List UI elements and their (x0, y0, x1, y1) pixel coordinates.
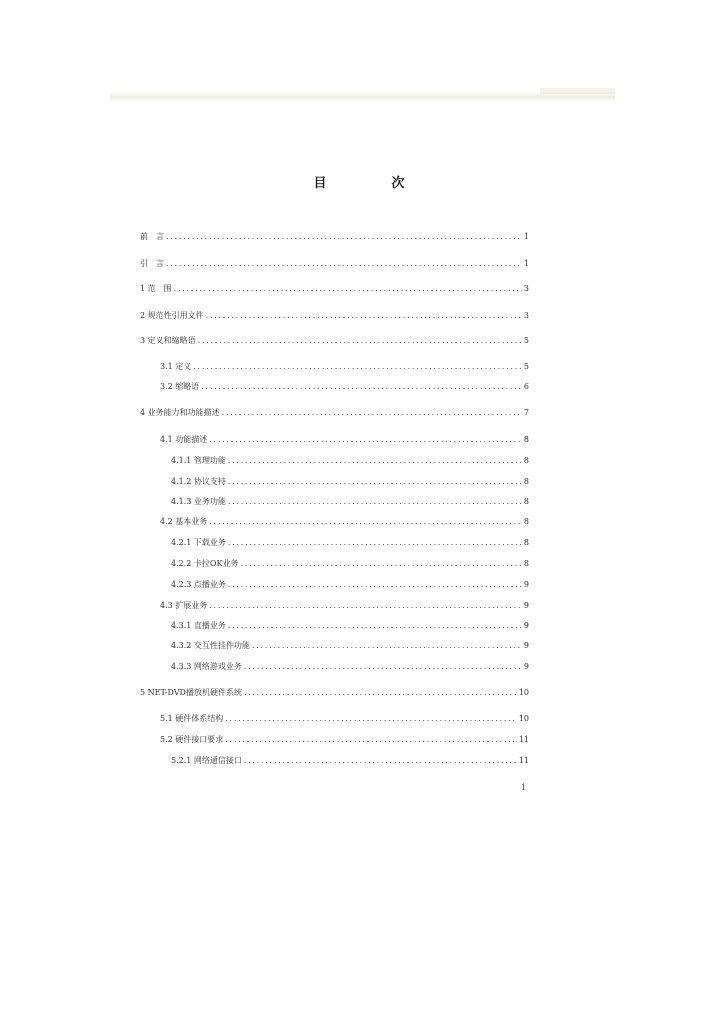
toc-entry-label: 3 定义和缩略语 (140, 336, 196, 345)
toc-entry (160, 362, 529, 372)
toc-leader-dots (225, 735, 517, 745)
toc-entry (171, 756, 529, 766)
toc-entry-page: 8 (523, 538, 529, 547)
toc-entry (160, 601, 529, 611)
toc-entry-page: 11 (518, 756, 529, 765)
toc-leader-dots (228, 580, 522, 590)
toc-entry-label: 4.3 扩展业务 (160, 601, 208, 610)
toc-entry (140, 336, 529, 346)
toc-leader-dots (201, 382, 522, 392)
toc-entry (140, 408, 529, 418)
toc-entry (140, 284, 529, 294)
toc-entry (171, 662, 529, 672)
toc-leader-dots (228, 477, 522, 487)
page-title: 目 次 (313, 176, 431, 191)
toc-leader-dots (228, 538, 522, 548)
toc-entry-page: 11 (518, 735, 529, 744)
toc-entry-page: 1 (523, 259, 529, 268)
toc-entry-page: 8 (523, 435, 529, 444)
toc-entry-page: 7 (523, 408, 529, 417)
toc-entry-page: 10 (518, 688, 529, 697)
toc-leader-dots (225, 714, 517, 724)
toc-entry-page: 1 (523, 232, 529, 241)
toc-entry (171, 477, 529, 487)
toc-leader-dots (252, 641, 522, 651)
toc-entry-label: 4.1.3 业务功能 (171, 497, 226, 506)
toc-entry-label: 4.1.1 管理功能 (171, 456, 226, 465)
toc-leader-dots (244, 756, 517, 766)
toc-entry-page: 10 (518, 714, 529, 723)
toc-entry-page: 5 (523, 362, 529, 371)
toc-entry-label: 3.1 定义 (160, 362, 192, 371)
toc-leader-dots (206, 311, 522, 321)
toc-entry-label: 5.2 硬件接口要求 (160, 735, 224, 744)
toc-entry-label: 4 业务能力和功能描述 (140, 408, 220, 417)
toc-entry-page: 9 (523, 641, 529, 650)
toc-entry-label: 4.2.3 点播业务 (171, 580, 226, 589)
toc-entry-label: 4.2.2 卡拉OK业务 (171, 559, 239, 568)
toc-entry (140, 232, 529, 242)
toc-entry-page: 9 (523, 662, 529, 671)
toc-entry (140, 688, 529, 698)
toc-entry-page: 9 (523, 580, 529, 589)
toc-leader-dots (193, 362, 522, 372)
toc-entry-label: 4.3.3 网络游戏业务 (171, 662, 242, 671)
toc-entry-label: 5 NET-DVD播放机硬件系统 (140, 688, 242, 697)
toc-leader-dots (240, 559, 521, 569)
toc-entry-page: 8 (523, 497, 529, 506)
toc-leader-dots (166, 259, 522, 269)
toc-leader-dots (222, 408, 522, 418)
toc-entry-page: 3 (523, 284, 529, 293)
toc-entry-label: 4.2.1 下载业务 (171, 538, 226, 547)
toc-entry-label: 5.2.1 网络通信接口 (171, 756, 242, 765)
toc-entry (171, 497, 529, 507)
toc-entry (171, 538, 529, 548)
toc-entry (160, 735, 529, 745)
toc-leader-dots (174, 284, 522, 294)
toc-entry-label: 1 范 围 (140, 284, 172, 293)
page-number: 1 (521, 783, 527, 792)
toc-entry-page: 6 (523, 382, 529, 391)
toc-entry-label: 2 规范性引用文件 (140, 311, 204, 320)
toc-entry (171, 621, 529, 631)
toc-leader-dots (209, 517, 522, 527)
toc-entry-page: 8 (523, 477, 529, 486)
toc-entry (171, 456, 529, 466)
toc-entry-label: 4.1.2 协议支持 (171, 477, 226, 486)
toc-entry-page: 3 (523, 311, 529, 320)
toc-entry-label: 4.2 基本业务 (160, 517, 208, 526)
toc-entry (140, 259, 529, 269)
toc-entry (171, 580, 529, 590)
toc-entry-page: 5 (523, 336, 529, 345)
toc-entry (160, 435, 529, 445)
toc-entry-page: 8 (523, 559, 529, 568)
toc-leader-dots (228, 497, 522, 507)
toc-leader-dots (228, 456, 522, 466)
toc-leader-dots (209, 601, 522, 611)
toc-leader-dots (209, 435, 522, 445)
toc-entry (160, 517, 529, 527)
toc-entry-label: 前 言 (140, 232, 164, 241)
toc-entry-label: 4.3.2 交互性挂件功能 (171, 641, 250, 650)
toc-entry-page: 9 (523, 601, 529, 610)
toc-entry (140, 311, 529, 321)
toc-entry (160, 382, 529, 392)
toc-entry-label: 5.1 硬件体系结构 (160, 714, 224, 723)
toc-entry-page: 8 (523, 456, 529, 465)
toc-entry (160, 714, 529, 724)
toc-entry-page: 9 (523, 621, 529, 630)
toc-entry-page: 8 (523, 517, 529, 526)
scan-artifact (540, 88, 615, 94)
toc-leader-dots (228, 621, 522, 631)
toc-entry-label: 4.1 功能描述 (160, 435, 208, 444)
toc-entry-label: 3.2 缩略语 (160, 382, 200, 391)
toc-leader-dots (166, 232, 522, 242)
toc-leader-dots (244, 688, 517, 698)
toc-leader-dots (198, 336, 522, 346)
toc-entry (171, 641, 529, 651)
toc-entry-label: 引 言 (140, 259, 164, 268)
toc-entry (171, 559, 529, 569)
toc-leader-dots (244, 662, 522, 672)
toc-entry-label: 4.3.1 直播业务 (171, 621, 226, 630)
